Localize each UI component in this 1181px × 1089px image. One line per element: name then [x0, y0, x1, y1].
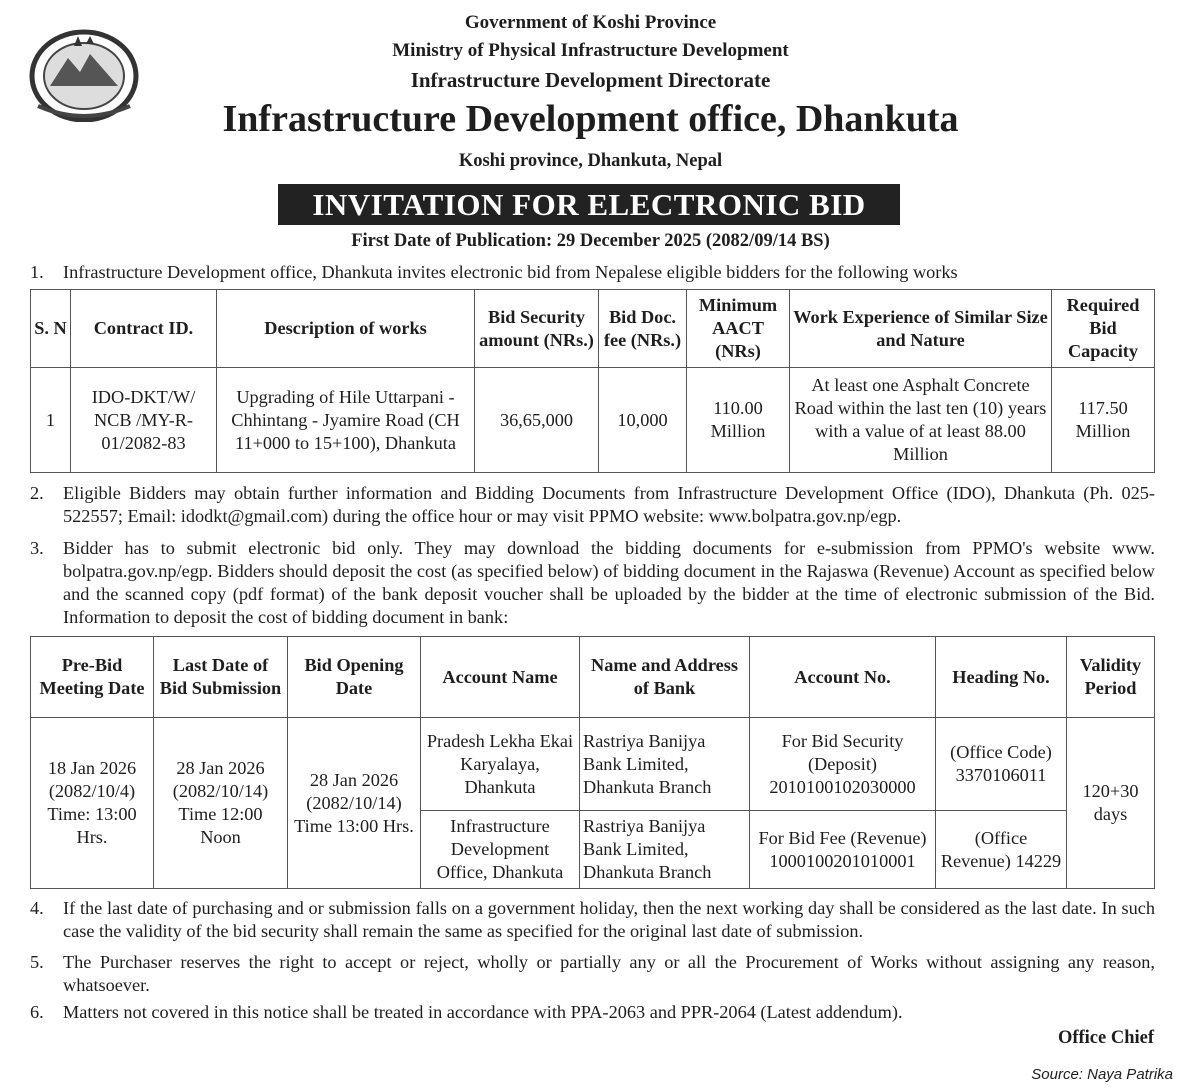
opening-date-cell: 28 Jan 2026 (2082/10/14) Time 13:00 Hrs.	[288, 718, 421, 889]
header-cell: Account Name	[421, 637, 580, 718]
para-text: Matters not covered in this notice shall be treated in accordance with PPA-2063 and PPR-2064 (Latest addendum).	[63, 1002, 903, 1022]
para-text: Infrastructure Development office, Dhankuta invites electronic bid from Nepalese eligible bidders for the following works	[63, 262, 958, 282]
header-cell: Pre-Bid Meeting Date	[31, 637, 154, 718]
header-cell: Work Experience of Similar Size and Nature	[790, 290, 1052, 368]
signature-office-chief: Office Chief	[1057, 1028, 1154, 1048]
table-row	[31, 718, 1155, 811]
heading-cell: (Office Code) 3370106011	[936, 718, 1067, 811]
account-name-cell: Pradesh Lekha Ekai Karyalaya, Dhankuta	[421, 718, 580, 811]
serial-cell: 1	[31, 368, 71, 473]
source-credit: Source: Naya Patrika	[1031, 1066, 1173, 1083]
works-table	[30, 289, 1155, 473]
para-text: Eligible Bidders may obtain further information and Bidding Documents from Infrastructure Development Office (IDO), Dhankuta (Ph. 025-522557; Email: idodkt@gmail.com) during the office hour or may visit PPMO website: www.bolpatra.gov.np/egp.	[63, 483, 1155, 526]
header-cell: Account No.	[750, 637, 936, 718]
para-number: 3.	[30, 538, 44, 558]
bank-cell: Rastriya Banijya Bank Limited, Dhankuta Branch	[580, 718, 750, 811]
header-cell: Validity Period	[1067, 637, 1155, 718]
para-number: 4.	[30, 898, 44, 918]
header-cell: Bid Doc. fee (NRs.)	[599, 290, 687, 368]
directorate-line: Infrastructure Development Directorate	[410, 68, 771, 92]
contract-id-cell: IDO-DKT/W/ NCB /MY-R-01/2082-83	[71, 368, 217, 473]
government-line: Government of Koshi Province	[464, 12, 717, 33]
notice-banner: INVITATION FOR ELECTRONIC BID	[278, 184, 900, 225]
header-cell: Bid Opening Date	[288, 637, 421, 718]
para-number: 5.	[30, 952, 44, 972]
aact-cell: 110.00 Million	[687, 368, 790, 473]
office-title: Infrastructure Development office, Dhankuta	[222, 98, 959, 140]
header-cell: Required Bid Capacity	[1052, 290, 1155, 368]
header-cell: Contract ID.	[71, 290, 217, 368]
paragraph-4	[30, 897, 1155, 943]
paragraph-3	[30, 537, 1155, 629]
para-number: 1.	[30, 262, 44, 282]
last-date-cell: 28 Jan 2026 (2082/10/14) Time 12:00 Noon	[154, 718, 288, 889]
header-cell: Description of works	[217, 290, 475, 368]
paragraph-6	[30, 1001, 1155, 1024]
paragraph-2	[30, 482, 1155, 528]
para-text: The Purchaser reserves the right to accept or reject, wholly or partially any or all the Procurement of Works without assigning any reason, whatsoever.	[63, 952, 1155, 995]
header-cell: Minimum AACT (NRs)	[687, 290, 790, 368]
bank-cell: Rastriya Banijya Bank Limited, Dhankuta Branch	[580, 811, 750, 889]
office-address: Koshi province, Dhankuta, Nepal	[458, 151, 723, 171]
header-cell: Bid Security amount (NRs.)	[475, 290, 599, 368]
experience-cell: At least one Asphalt Concrete Road within the last ten (10) years with a value of at least 88.00 Million	[790, 368, 1052, 473]
para-number: 6.	[30, 1002, 44, 1022]
header-cell: S. N	[31, 290, 71, 368]
table-header-row	[31, 290, 1155, 368]
paragraph-5	[30, 951, 1155, 997]
publication-date: First Date of Publication: 29 December 2025 (2082/09/14 BS)	[351, 231, 830, 251]
table-row	[31, 368, 1155, 473]
header-cell: Heading No.	[936, 637, 1067, 718]
bid-capacity-cell: 117.50 Million	[1052, 368, 1155, 473]
header-cell: Last Date of Bid Submission	[154, 637, 288, 718]
bank-table	[30, 636, 1155, 889]
paragraph-1	[30, 261, 1155, 284]
ministry-line: Ministry of Physical Infrastructure Development	[392, 40, 789, 61]
bid-security-cell: 36,65,000	[475, 368, 599, 473]
heading-cell: (Office Revenue) 14229	[936, 811, 1067, 889]
table-header-row	[31, 637, 1155, 718]
pre-bid-cell: 18 Jan 2026 (2082/10/4) Time: 13:00 Hrs.	[31, 718, 154, 889]
account-no-cell: For Bid Fee (Revenue) 1000100201010001	[750, 811, 936, 889]
para-number: 2.	[30, 483, 44, 503]
description-cell: Upgrading of Hile Uttarpani - Chhintang - Jyamire Road (CH 11+000 to 15+100), Dhankuta	[217, 368, 475, 473]
para-text: Bidder has to submit electronic bid only. They may download the bidding documents for e-submission from PPMO's website www. bolpatra.gov.np/egp. Bidders should deposit the cost (as specified below) of bidding document in the Rajaswa (Revenue) Account as specified below and the scanned copy (pdf format) of the bank deposit voucher shall be uploaded by the bidder at the time of electronic submission of the Bid. Information to deposit the cost of bidding document in bank:	[63, 538, 1155, 627]
header-cell: Name and Address of Bank	[580, 637, 750, 718]
para-text: If the last date of purchasing and or submission falls on a government holiday, then the next working day shall be considered as the last date. In such case the validity of the bid security shall remain the same as specified for the original last date of submission.	[63, 898, 1155, 941]
account-name-cell: Infrastructure Development Office, Dhankuta	[421, 811, 580, 889]
doc-fee-cell: 10,000	[599, 368, 687, 473]
validity-cell: 120+30 days	[1067, 718, 1155, 889]
account-no-cell: For Bid Security (Deposit) 2010100102030000	[750, 718, 936, 811]
